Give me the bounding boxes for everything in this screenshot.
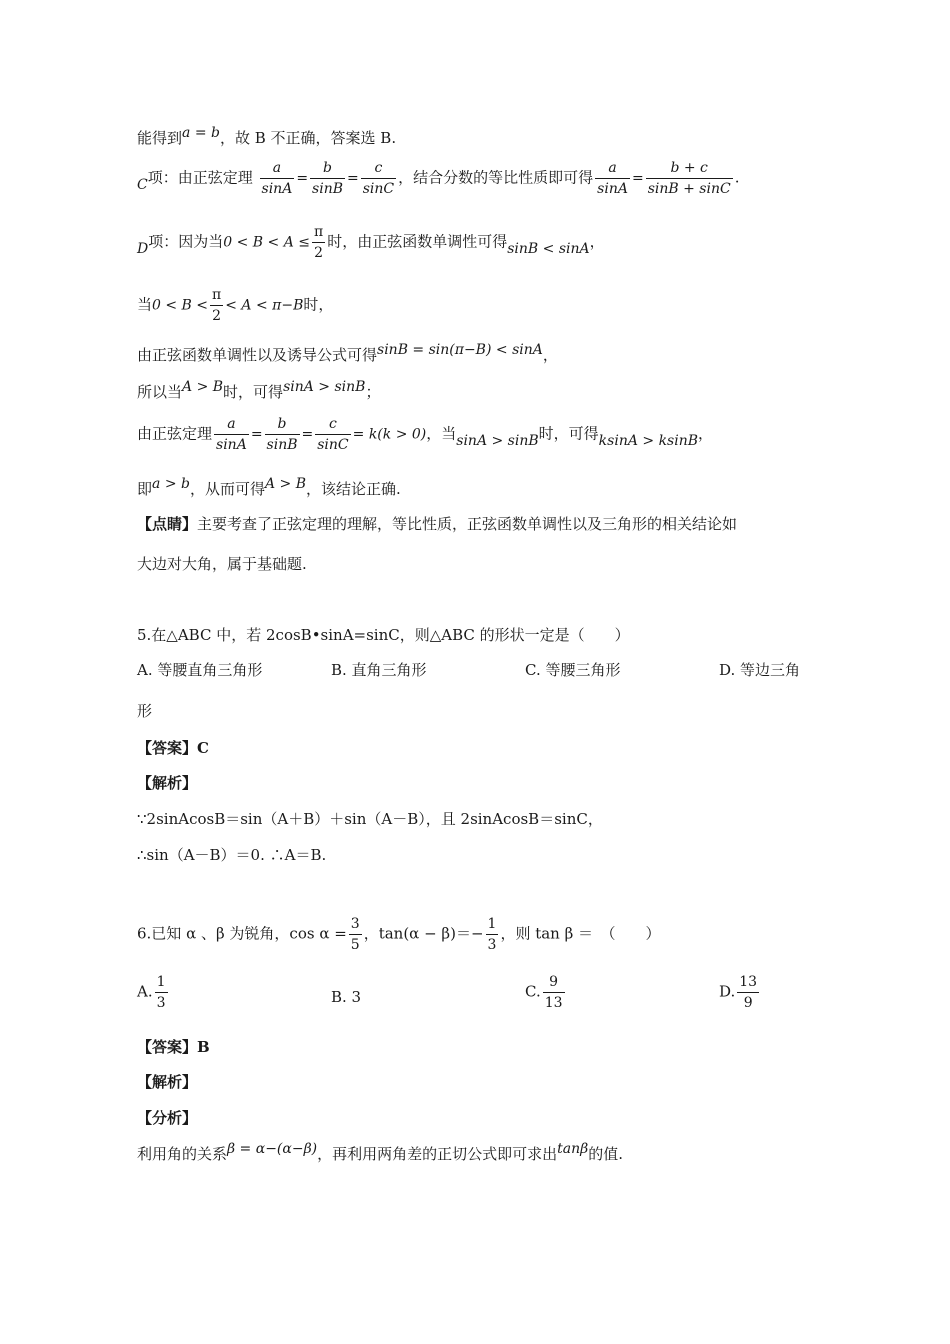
text: 大边对大角，属于基础题. — [137, 555, 307, 573]
numerator: 9 — [543, 972, 565, 993]
fraction — [312, 222, 325, 263]
text: ，从而可得 — [189, 480, 265, 498]
fraction — [543, 972, 565, 1013]
text-line — [137, 381, 380, 404]
fraction — [155, 972, 168, 1013]
text: C. — [525, 982, 541, 1001]
fraction — [737, 972, 759, 1013]
answer: 【答案】B — [137, 1038, 210, 1056]
question-stem — [137, 624, 630, 646]
text: D. 等边三角 — [719, 661, 801, 679]
text: B. 3 — [331, 988, 362, 1006]
math-op: = — [301, 426, 314, 443]
denominator: sinB — [312, 181, 344, 197]
text: B. 直角三角形 — [331, 661, 427, 679]
fraction — [260, 158, 295, 199]
fraction — [310, 158, 345, 199]
math-inline: < A < π−B — [225, 297, 304, 314]
text: ，当 — [426, 424, 457, 443]
denominator: 2 — [212, 308, 222, 324]
option-b — [331, 986, 361, 1008]
text: C. 等腰三角形 — [525, 661, 621, 679]
denominator: sinA — [597, 181, 628, 197]
text: 即 — [137, 480, 153, 498]
numerator: b — [310, 158, 345, 179]
section-tag: 【点睛】 — [137, 515, 198, 533]
option-c — [525, 972, 567, 1013]
text: ， — [698, 424, 714, 443]
text: 由正弦定理 — [137, 424, 213, 443]
numerator: a — [260, 158, 295, 179]
text-line — [137, 808, 603, 830]
text: 时， — [303, 295, 334, 314]
math-inline: a = b — [182, 125, 220, 141]
math-inline: 0 < B < — [152, 297, 209, 314]
answer-line — [137, 737, 209, 759]
denominator: 9 — [743, 995, 753, 1011]
text: 利用角的关系 — [137, 1145, 228, 1163]
math-inline: β = α−(α−β) — [227, 1141, 318, 1157]
math-inline: sinA > sinB — [456, 432, 539, 449]
text-line — [137, 414, 713, 455]
section-tag: 【解析】 — [137, 774, 198, 792]
text: ，tan(α − β)＝− — [363, 924, 484, 943]
fraction — [595, 158, 630, 199]
text-line — [137, 344, 558, 367]
text: ∵2sinAcosB＝sin（A＋B）＋sin（A－B），且 2sinAcosB＝sinC， — [137, 810, 603, 828]
text: 时，可得 — [538, 424, 599, 443]
math-inline: sinA > sinB — [283, 379, 366, 395]
numerator: b — [265, 414, 300, 435]
denominator: sinA — [216, 437, 247, 453]
fraction — [361, 158, 396, 199]
text: A. — [137, 982, 153, 1001]
answer: 【答案】C — [137, 739, 209, 757]
text-line — [137, 1071, 197, 1093]
text-line — [137, 772, 197, 794]
section-tag: 【解析】 — [137, 1073, 198, 1091]
text: ，故 B 不正确，答案选 B. — [219, 129, 397, 147]
text: ∴sin（A－B）＝0. ∴A＝B. — [137, 846, 327, 864]
math-inline: tanβ — [557, 1141, 589, 1157]
numerator: a — [214, 414, 249, 435]
text: 时，可得 — [223, 383, 284, 401]
math-op: = — [631, 170, 644, 187]
text-line — [137, 478, 401, 501]
denominator: 3 — [156, 995, 166, 1011]
numerator: a — [595, 158, 630, 179]
denominator: 5 — [350, 937, 360, 953]
denominator: 13 — [544, 995, 563, 1011]
math-inline: 0 < B < A ≤ — [223, 234, 310, 251]
text: ，结合分数的等比性质即可得 — [398, 168, 594, 187]
text: 由正弦函数单调性以及诱导公式可得 — [137, 346, 378, 364]
numerator: c — [361, 158, 396, 179]
text: ， — [542, 346, 558, 364]
fraction — [486, 914, 499, 955]
numerator: c — [315, 414, 350, 435]
math-inline: A > B — [182, 379, 224, 395]
math-inline: sinB = sin(π−B) < sinA — [377, 342, 543, 358]
text-line — [137, 285, 333, 326]
denominator: sinB — [266, 437, 298, 453]
fraction — [210, 285, 223, 326]
denominator: sinA — [261, 181, 293, 197]
fraction — [265, 414, 300, 455]
text: 项：由正弦定理 — [147, 168, 253, 187]
text: 能得到 — [137, 129, 183, 147]
text-line — [137, 1143, 623, 1166]
text: 6.已知 α 、β 为锐角，cos α = — [137, 924, 347, 943]
text-line — [137, 844, 326, 866]
section-tag: 【分析】 — [137, 1109, 198, 1127]
option-d — [719, 972, 761, 1013]
text: 的值. — [588, 1145, 624, 1163]
fraction — [315, 414, 350, 455]
math-inline: A > B — [264, 476, 307, 492]
option-a — [137, 972, 170, 1013]
option-letter: C — [137, 176, 148, 193]
numerator: 3 — [349, 914, 362, 935]
math-inline: a > b — [152, 476, 190, 492]
numerator: π — [210, 285, 223, 306]
option-c — [525, 659, 620, 681]
text: 时，由正弦函数单调性可得 — [327, 232, 508, 251]
option-a — [137, 659, 262, 681]
question-stem — [137, 914, 661, 955]
text-line — [137, 222, 605, 263]
denominator: sinC — [362, 181, 395, 197]
numerator: b + c — [646, 158, 733, 179]
text: . — [734, 168, 740, 187]
option-d — [719, 659, 800, 681]
fraction — [349, 914, 362, 955]
denominator: 3 — [487, 937, 497, 953]
math-inline: = k(k > 0) — [352, 426, 427, 443]
text-line — [137, 158, 739, 199]
text: A. 等腰直角三角形 — [137, 661, 263, 679]
text: 主要考查了正弦定理的理解，等比性质，正弦函数单调性以及三角形的相关结论如 — [197, 515, 738, 533]
option-letter: D — [137, 240, 149, 257]
math-inline: sinB < sinA — [507, 240, 590, 257]
denominator: 2 — [314, 245, 324, 261]
text: 形 — [137, 702, 153, 720]
text: 当 — [137, 295, 153, 314]
text: 所以当 — [137, 383, 183, 401]
text: ，再利用两角差的正切公式即可求出 — [317, 1145, 558, 1163]
denominator: sinC — [317, 437, 349, 453]
numerator: 13 — [737, 972, 759, 993]
text: ，则 tan β ＝ （ ） — [500, 924, 661, 943]
numerator: 1 — [155, 972, 168, 993]
numerator: π — [312, 222, 325, 243]
denominator: sinB + sinC — [647, 181, 731, 197]
text-line — [137, 1107, 197, 1129]
text-line — [137, 513, 737, 535]
text: ； — [365, 383, 381, 401]
fraction — [214, 414, 249, 455]
text: ，该结论正确. — [306, 480, 401, 498]
math-inline: ksinA > ksinB — [598, 432, 699, 449]
text: 项：因为当 — [148, 232, 224, 251]
numerator: 1 — [486, 914, 499, 935]
option-b — [331, 659, 427, 681]
text: D. — [719, 982, 736, 1001]
text: 5.在△ABC 中，若 2cosB•sinA=sinC，则△ABC 的形状一定是（ ） — [137, 626, 630, 644]
text-line — [137, 553, 307, 575]
math-op: = — [347, 170, 359, 187]
text-line — [137, 127, 396, 150]
answer-line — [137, 1036, 210, 1058]
fraction — [646, 158, 733, 199]
math-op: = — [296, 170, 309, 187]
text-line — [137, 700, 152, 722]
math-op: = — [250, 426, 263, 443]
text: ， — [589, 232, 605, 251]
